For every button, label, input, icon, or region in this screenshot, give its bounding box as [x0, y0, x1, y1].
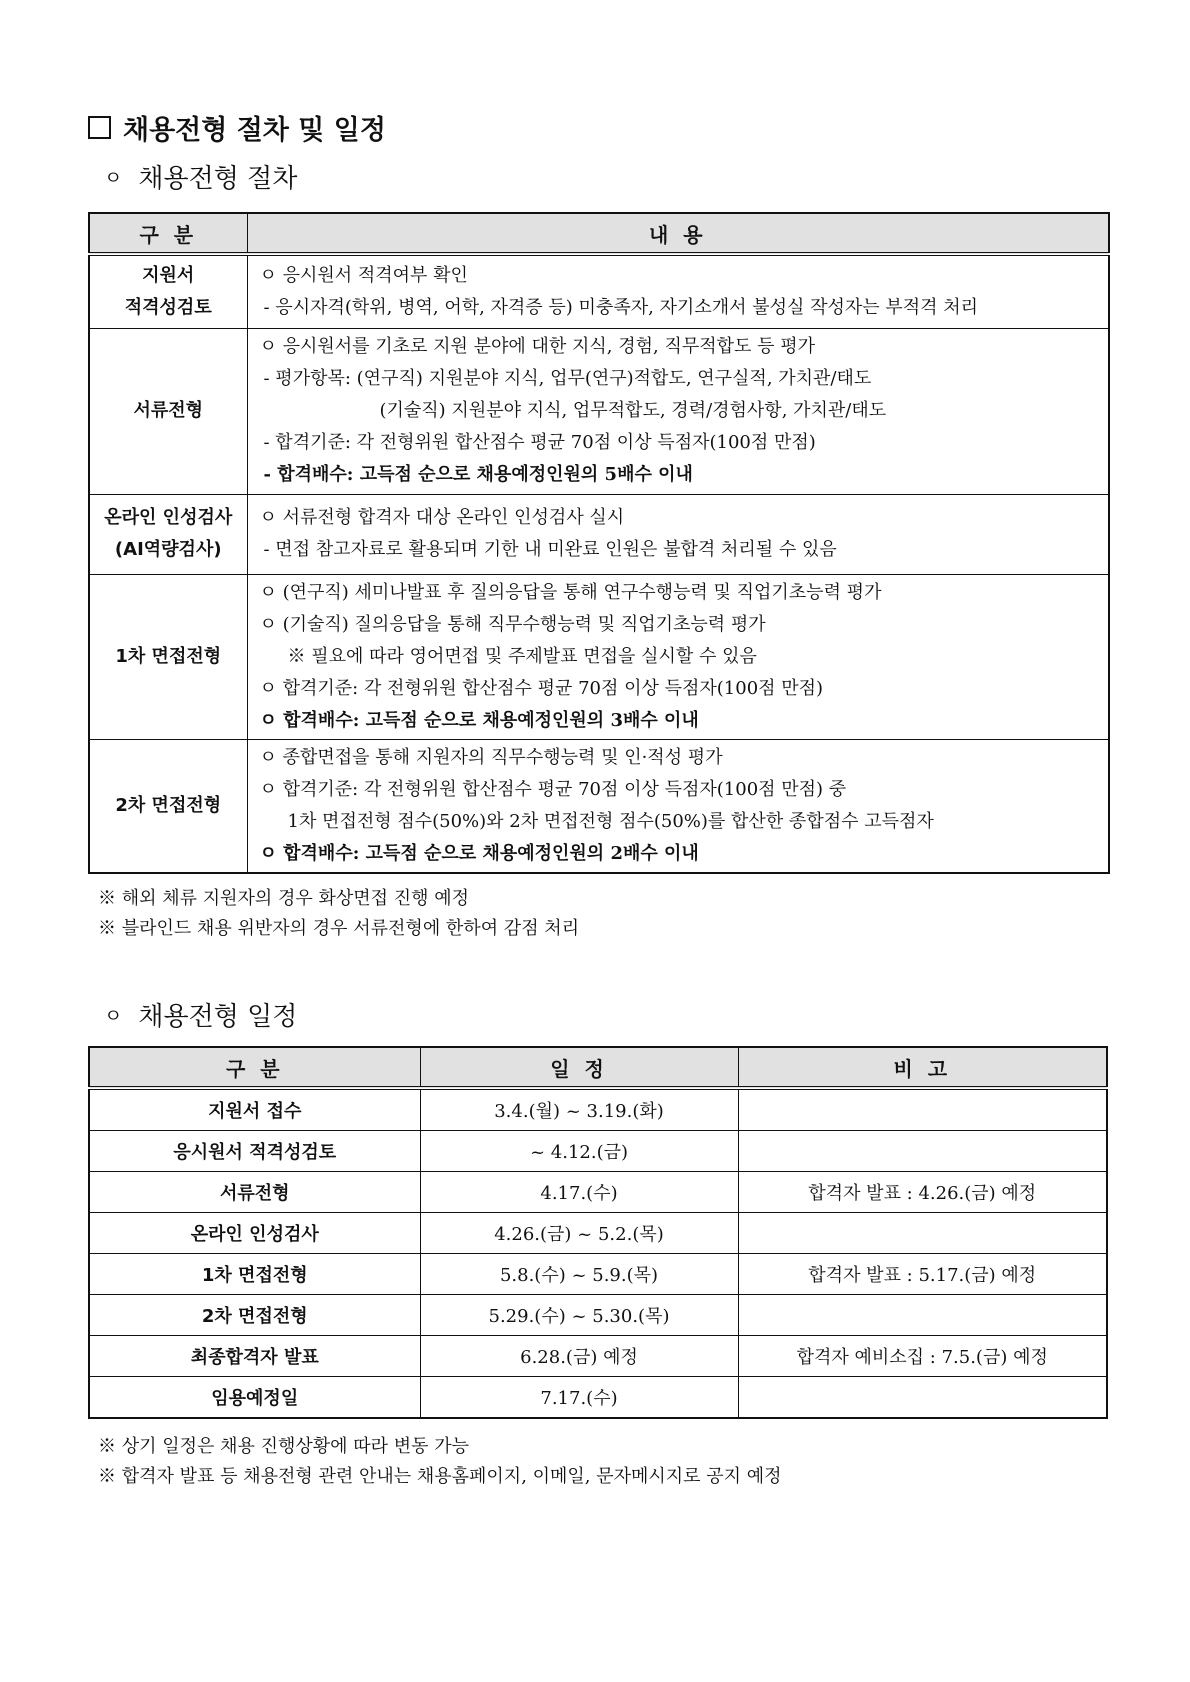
content-line: - 평가항목: (연구직) 지원분야 지식, 업무(연구)적합도, 연구실적, 가치관/태도 [263, 368, 872, 389]
procedure-content [247, 739, 1109, 873]
content-line: ㅇ 응시원서 적격여부 확인 [259, 264, 468, 286]
procedure-content [247, 328, 1109, 494]
schedule-subtitle [104, 996, 297, 1033]
content-line: ※ 필요에 따라 영어면접 및 주제발표 면접을 실시할 수 있음 [287, 645, 757, 667]
schedule-date: ~ 4.12.(금) [420, 1131, 738, 1172]
checkbox-square-icon [88, 116, 111, 139]
content-line: - 합격기준: 각 전형위원 합산점수 평균 70점 이상 득점자(100점 만점) [263, 432, 816, 453]
procedure-category [89, 254, 247, 328]
schedule-category: 서류전형 [89, 1172, 420, 1213]
schedule-date: 4.17.(수) [420, 1172, 738, 1213]
schedule-category: 1차 면접전형 [89, 1254, 420, 1295]
bullet-circle-icon: ㅇ [104, 167, 123, 189]
schedule-category: 2차 면접전형 [89, 1295, 420, 1336]
category-line: 1차 면접전형 [115, 645, 222, 667]
schedule-date: 3.4.(월) ~ 3.19.(화) [420, 1088, 738, 1131]
procedure-header-category: 구 분 [89, 213, 247, 254]
content-line: ㅇ 합격배수: 고득점 순으로 채용예정인원의 3배수 이내 [259, 709, 699, 731]
category-line: (AI역량검사) [114, 539, 222, 560]
schedule-table [88, 1046, 1108, 1419]
section-title [88, 108, 386, 147]
schedule-remark: 합격자 예비소집 : 7.5.(금) 예정 [738, 1336, 1107, 1377]
procedure-row-interview-2 [89, 739, 1109, 873]
schedule-row [89, 1131, 1107, 1172]
content-line: - 면접 참고자료로 활용되며 기한 내 미완료 인원은 불합격 처리될 수 있음 [263, 539, 837, 560]
schedule-remark [738, 1295, 1107, 1336]
schedule-row [89, 1377, 1107, 1419]
schedule-header-remark: 비 고 [738, 1047, 1107, 1088]
procedure-category [89, 739, 247, 873]
procedure-row-eligibility [89, 254, 1109, 328]
procedure-header-content: 내 용 [247, 213, 1109, 254]
schedule-remark [738, 1131, 1107, 1172]
content-line: ㅇ (연구직) 세미나발표 후 질의응답을 통해 연구수행능력 및 직업기초능력 평가 [259, 581, 882, 603]
procedure-table [88, 212, 1110, 874]
procedure-category [89, 574, 247, 739]
content-line: ㅇ 합격배수: 고득점 순으로 채용예정인원의 2배수 이내 [259, 842, 699, 864]
schedule-date: 4.26.(금) ~ 5.2.(목) [420, 1213, 738, 1254]
content-line: - 합격배수: 고득점 순으로 채용예정인원의 5배수 이내 [263, 464, 693, 485]
schedule-remark: 합격자 발표 : 5.17.(금) 예정 [738, 1254, 1107, 1295]
schedule-date: 6.28.(금) 예정 [420, 1336, 738, 1377]
schedule-note: ※ 상기 일정은 채용 진행상황에 따라 변동 가능 [98, 1436, 470, 1457]
schedule-row [89, 1295, 1107, 1336]
schedule-remark [738, 1377, 1107, 1419]
procedure-note: ※ 블라인드 채용 위반자의 경우 서류전형에 한하여 감점 처리 [98, 918, 580, 939]
procedure-row-interview-1 [89, 574, 1109, 739]
section-title-text: 채용전형 절차 및 일정 [123, 115, 386, 146]
schedule-remark [738, 1213, 1107, 1254]
content-line: ㅇ 서류전형 합격자 대상 온라인 인성검사 실시 [259, 507, 625, 528]
schedule-row [89, 1088, 1107, 1131]
schedule-subtitle-text: 채용전형 일정 [138, 1002, 298, 1032]
category-line: 2차 면접전형 [115, 794, 222, 816]
schedule-date: 7.17.(수) [420, 1377, 738, 1419]
content-line: - 응시자격(학위, 병역, 어학, 자격증 등) 미충족자, 자기소개서 불성실 작성자는 부적격 처리 [263, 296, 979, 318]
schedule-header-category: 구 분 [89, 1047, 420, 1088]
content-line: ㅇ (기술직) 질의응답을 통해 직무수행능력 및 직업기초능력 평가 [259, 613, 766, 635]
schedule-date: 5.8.(수) ~ 5.9.(목) [420, 1254, 738, 1295]
procedure-row-document [89, 328, 1109, 494]
category-line: 온라인 인성검사 [104, 507, 233, 528]
schedule-category: 온라인 인성검사 [89, 1213, 420, 1254]
schedule-row [89, 1336, 1107, 1377]
schedule-category: 응시원서 적격성검토 [89, 1131, 420, 1172]
schedule-note: ※ 합격자 발표 등 채용전형 관련 안내는 채용홈페이지, 이메일, 문자메시지로 공지 예정 [98, 1466, 782, 1487]
procedure-subtitle [104, 158, 297, 195]
content-line: ㅇ 종합면접을 통해 지원자의 직무수행능력 및 인·적성 평가 [259, 746, 723, 768]
procedure-category [89, 494, 247, 574]
schedule-row [89, 1254, 1107, 1295]
category-line: 지원서 [142, 264, 195, 286]
category-line: 서류전형 [133, 400, 204, 421]
procedure-content [247, 574, 1109, 739]
procedure-content [247, 494, 1109, 574]
schedule-category: 최종합격자 발표 [89, 1336, 420, 1377]
content-line: 1차 면접전형 점수(50%)와 2차 면접전형 점수(50%)를 합산한 종합점수 고득점자 [287, 810, 934, 832]
procedure-note: ※ 해외 체류 지원자의 경우 화상면접 진행 예정 [98, 888, 470, 909]
content-line: ㅇ 응시원서를 기초로 지원 분야에 대한 지식, 경험, 직무적합도 등 평가 [259, 336, 816, 357]
schedule-header-row [89, 1047, 1107, 1088]
bullet-circle-icon: ㅇ [104, 1005, 123, 1027]
schedule-row [89, 1213, 1107, 1254]
schedule-remark: 합격자 발표 : 4.26.(금) 예정 [738, 1172, 1107, 1213]
schedule-header-date: 일 정 [420, 1047, 738, 1088]
content-line: ㅇ 합격기준: 각 전형위원 합산점수 평균 70점 이상 득점자(100점 만점) [259, 677, 824, 699]
procedure-row-online-test [89, 494, 1109, 574]
procedure-content [247, 254, 1109, 328]
content-line: ㅇ 합격기준: 각 전형위원 합산점수 평균 70점 이상 득점자(100점 만점) 중 [259, 778, 847, 800]
content-line: (기술직) 지원분야 지식, 업무적합도, 경력/경험사항, 가치관/태도 [379, 400, 887, 421]
category-line: 적격성검토 [124, 296, 212, 318]
procedure-header-row [89, 213, 1109, 254]
schedule-row [89, 1172, 1107, 1213]
schedule-category: 임용예정일 [89, 1377, 420, 1419]
procedure-category [89, 328, 247, 494]
schedule-date: 5.29.(수) ~ 5.30.(목) [420, 1295, 738, 1336]
schedule-category: 지원서 접수 [89, 1088, 420, 1131]
schedule-remark [738, 1088, 1107, 1131]
procedure-subtitle-text: 채용전형 절차 [138, 164, 298, 194]
